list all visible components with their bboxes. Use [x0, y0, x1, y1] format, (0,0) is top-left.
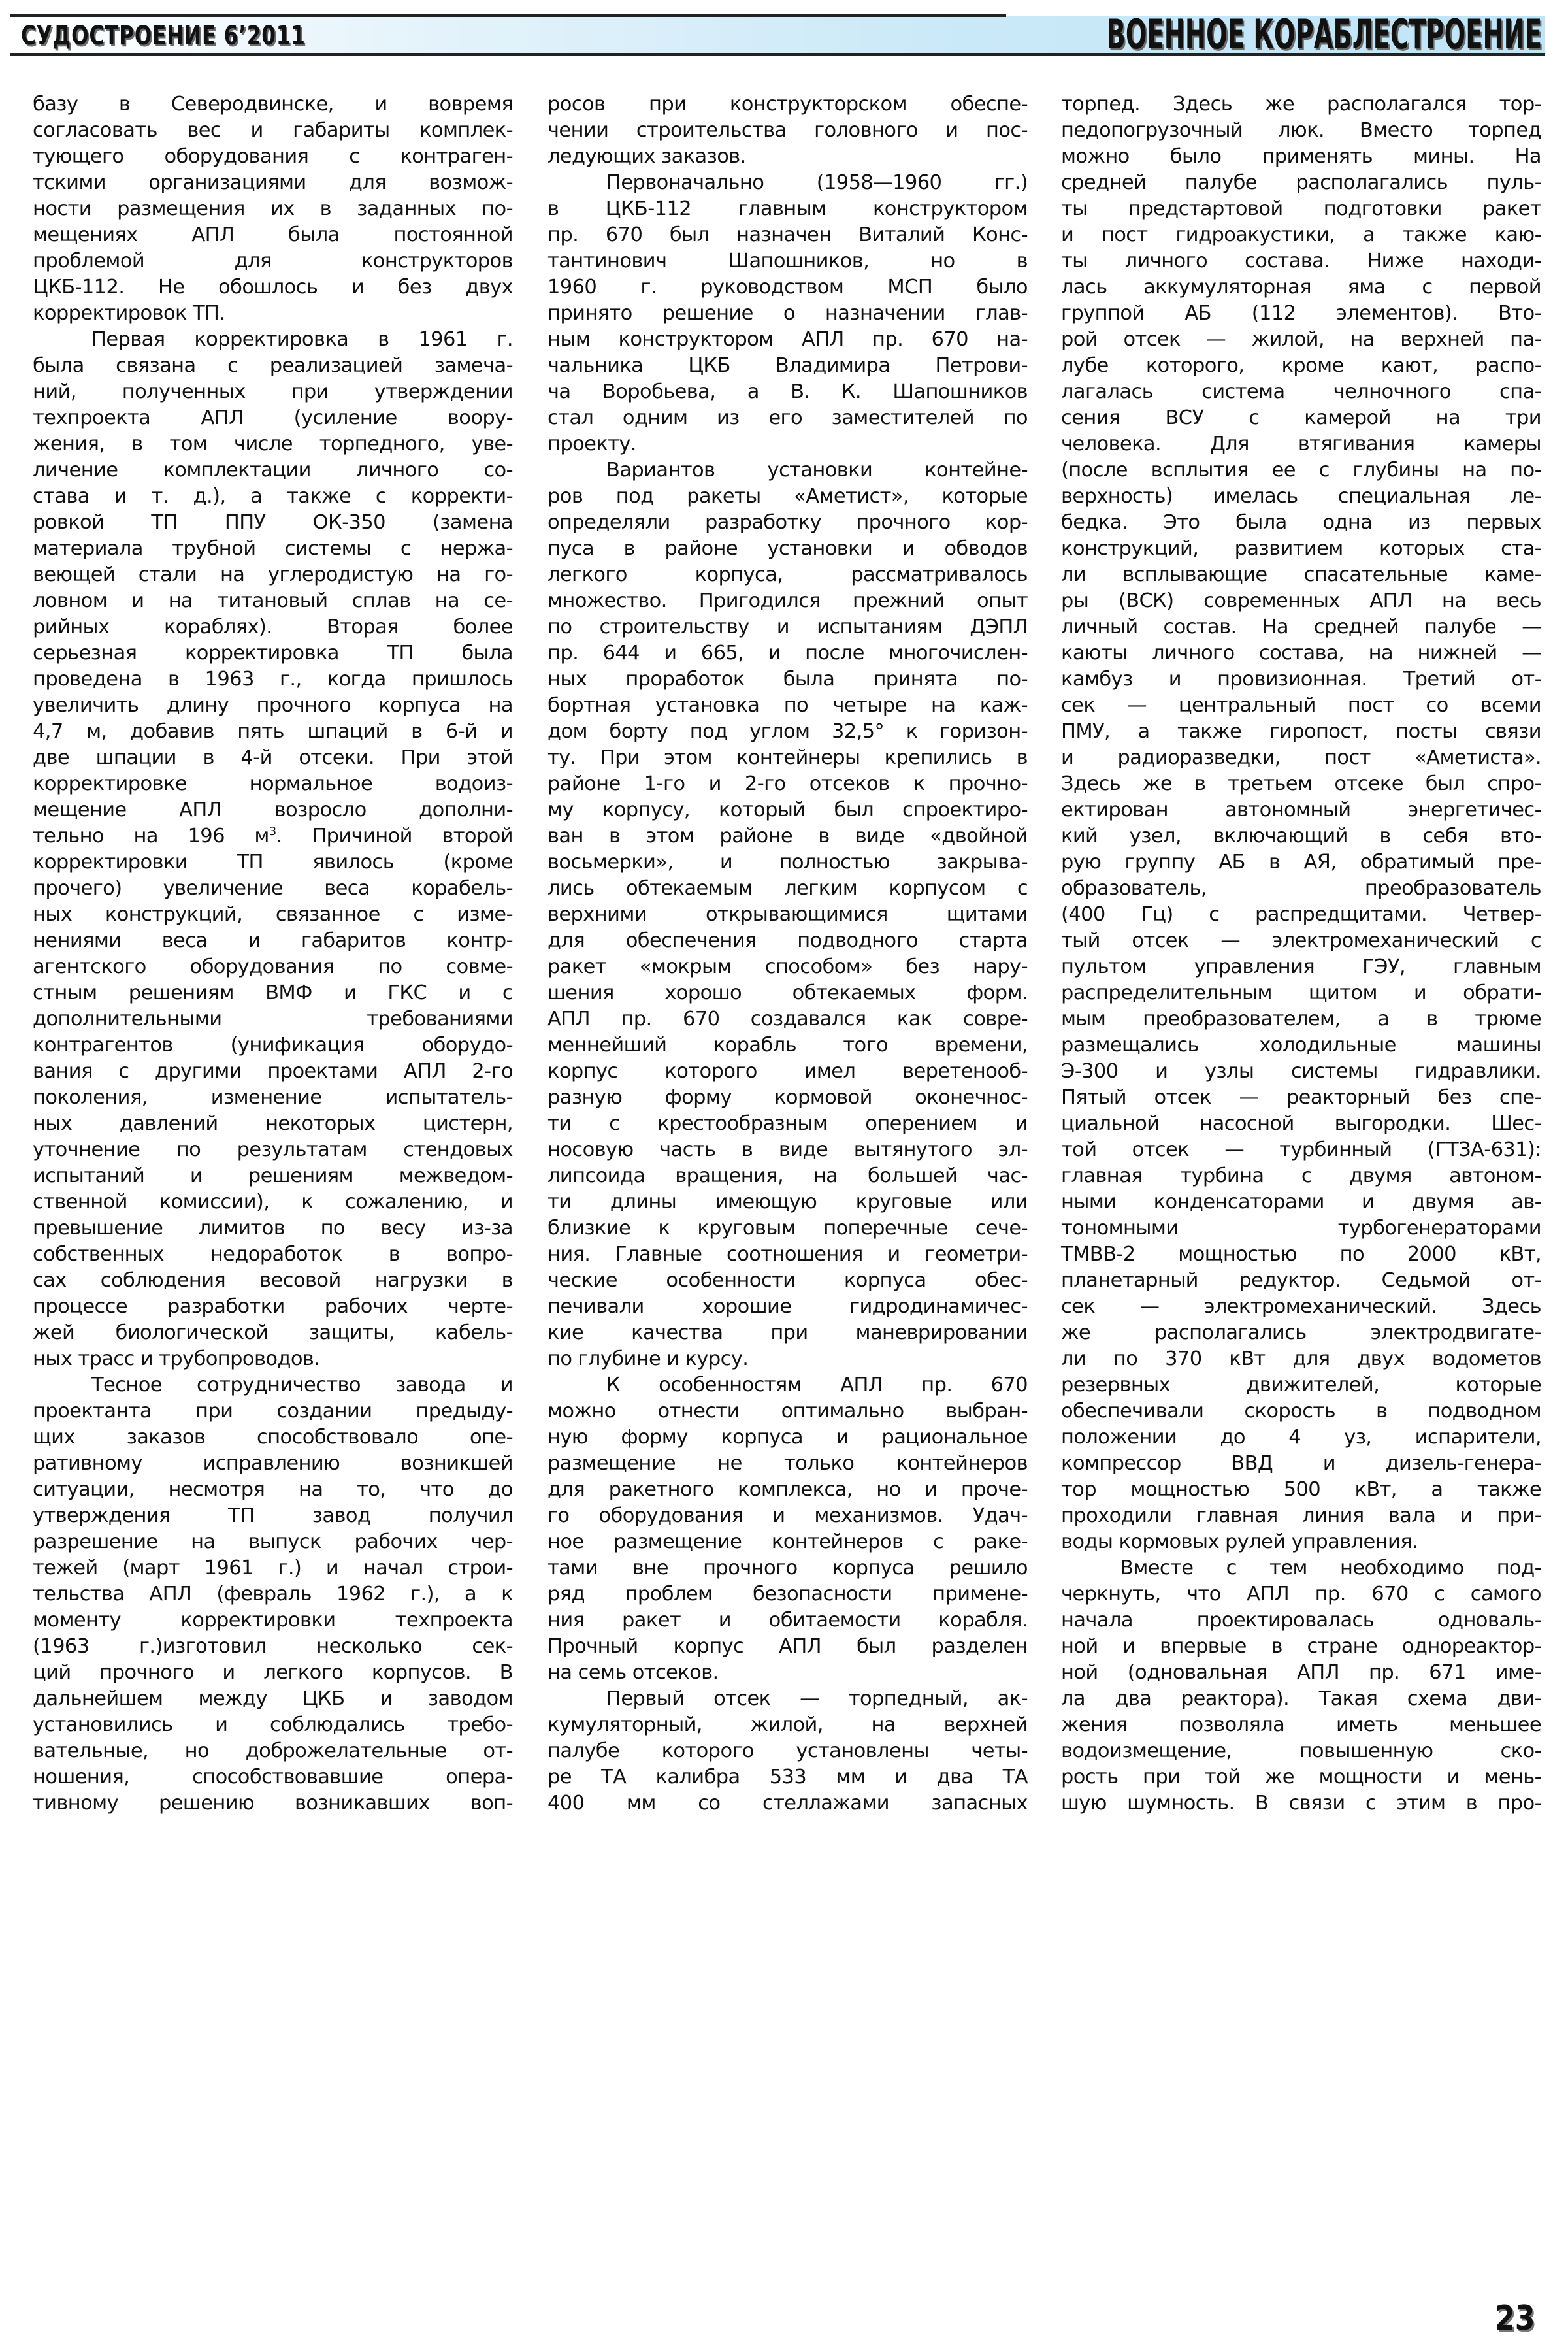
text-line: личение комплектации личного со-: [33, 459, 513, 482]
text-line: множество. Пригодился прежний опыт: [547, 589, 1028, 612]
text-line: той отсек — турбинный (ГТЗА-631):: [1061, 1138, 1541, 1161]
section-title: ВОЕННОЕ КОРАБЛЕСТРОЕНИЕ: [1106, 10, 1542, 58]
text-line: средней палубе располагались пуль-: [1061, 171, 1541, 194]
text-line: щих заказов способствовало опе-: [33, 1426, 513, 1449]
text-line: ровкой ТП ППУ ОК-350 (замена: [33, 511, 513, 534]
text-line: ча Воробьева, а В. К. Шапошников: [547, 380, 1028, 403]
text-line: тельно на 196 $м^3$. Причиной второй: [33, 824, 514, 848]
text-line: верхними открывающимися щитами: [547, 903, 1028, 926]
text-line: бедка. Это была одна из первых: [1061, 511, 1541, 534]
text-line: рую группу АБ в АЯ, обратимый пре-: [1061, 851, 1541, 874]
text-line: палубе которого установлены четы-: [547, 1740, 1028, 1762]
text-line: ношения, способствовавшие опера-: [33, 1766, 513, 1789]
text-line: Вариантов установки контейне-: [606, 459, 1028, 482]
text-line: распределительным щитом и обрати-: [1061, 981, 1541, 1004]
text-line: процессе разработки рабочих черте-: [33, 1295, 513, 1318]
text-line: ций прочного и легкого корпусов. В: [33, 1661, 513, 1684]
text-line: веющей стали на углеродистую на го-: [33, 563, 513, 586]
text-line: нениями веса и габаритов контр-: [33, 929, 513, 952]
text-line: ряд проблем безопасности примене-: [547, 1583, 1028, 1606]
text-line: стал одним из его заместителей по: [547, 406, 1028, 429]
text-line: 400 мм со стеллажами запасных: [547, 1792, 1028, 1815]
text-line: Первоначально (1958—1960 гг.): [606, 171, 1028, 194]
text-line: проектанта при создании предыду-: [33, 1400, 513, 1423]
text-line: камбуз и провизионная. Третий от-: [1061, 668, 1541, 691]
text-line: рость при той же мощности и мень-: [1061, 1766, 1541, 1789]
text-line: К особенностям АПЛ пр. 670: [606, 1374, 1028, 1396]
text-line: ных трасс и трубопроводов.: [33, 1347, 320, 1370]
text-line: ти длины имеющую круговые или: [547, 1191, 1028, 1213]
text-line: ных давлений некоторых цистерн,: [33, 1112, 513, 1135]
text-line: лубе которого, кроме кают, распо-: [1061, 354, 1541, 377]
text-line: испытаний и решениям межведом-: [33, 1164, 513, 1187]
text-line: ла два реактора). Такая схема дви-: [1061, 1687, 1541, 1710]
text-line: разрешение на выпуск рабочих чер-: [33, 1530, 513, 1553]
text-line: по строительству и испытаниям ДЭПЛ: [547, 616, 1028, 638]
text-line: тантинович Шапошников, но в: [547, 250, 1028, 272]
text-line: корпус которого имел веретенооб-: [547, 1060, 1028, 1083]
text-line: тскими организациями для возмож-: [33, 171, 513, 194]
text-line: размещались холодильные машины: [1061, 1034, 1541, 1057]
text-line: превышение лимитов по весу из-за: [33, 1217, 513, 1240]
text-line: проекту.: [547, 433, 636, 455]
text-line: можно отнести оптимально выбран-: [547, 1400, 1028, 1423]
text-line: водоизмещение, повышенную ско-: [1061, 1740, 1541, 1762]
text-line: каюты личного состава, на нижней —: [1061, 642, 1541, 665]
text-line: ным конструктором АПЛ пр. 670 на-: [547, 328, 1028, 351]
text-line: компрессор ВВД и дизель-генера-: [1061, 1452, 1541, 1475]
text-line: тами вне прочного корпуса решило: [547, 1557, 1028, 1579]
text-line: росов при конструкторском обеспе-: [547, 93, 1028, 116]
text-line: ПМУ, а также гиропост, посты связи: [1061, 720, 1541, 743]
text-line: ты личного состава. Ниже находи-: [1061, 250, 1541, 272]
text-line: районе 1-го и 2-го отсеков к прочно-: [547, 772, 1028, 795]
text-line: 4,7 м, добавив пять шпаций в 6-й и: [33, 720, 513, 743]
text-line: согласовать вес и габариты комплек-: [33, 119, 513, 142]
text-line: Вместе с тем необходимо под-: [1120, 1557, 1541, 1579]
text-line: определяли разработку прочного кор-: [547, 511, 1028, 534]
text-line: проходили главная линия вала и при-: [1061, 1504, 1541, 1527]
text-line: носовую часть в виде вытянутого эл-: [547, 1138, 1028, 1161]
text-line: уточнение по результатам стендовых: [33, 1138, 513, 1161]
text-line: жения, в том числе торпедного, уве-: [33, 433, 513, 455]
text-line: дальнейшем между ЦКБ и заводом: [33, 1687, 513, 1710]
text-line: лась аккумуляторная яма с первой: [1061, 276, 1541, 299]
text-line: легкого корпуса, рассматривалось: [547, 563, 1028, 586]
text-line: ственной комиссии), к сожалению, и: [33, 1191, 513, 1213]
text-line: кумуляторный, жилой, на верхней: [547, 1713, 1028, 1736]
text-line: главная турбина с двумя автоном-: [1061, 1164, 1541, 1187]
text-line: базу в Северодвинске, и вовремя: [33, 93, 513, 116]
journal-issue-label: СУДОСТРОЕНИЕ 6’2011: [21, 21, 306, 51]
text-line: Первый отсек — торпедный, ак-: [606, 1687, 1028, 1710]
text-line: тивному решению возникавших воп-: [33, 1792, 513, 1815]
text-line: пуса в районе установки и обводов: [547, 537, 1028, 560]
text-line: липсоида вращения, на большей час-: [547, 1164, 1028, 1187]
text-line: ситуации, несмотря на то, что до: [33, 1478, 513, 1501]
text-line: чении строительства головного и пос-: [547, 119, 1028, 142]
text-line: (400 Гц) с распредщитами. Четвер-: [1061, 903, 1541, 926]
text-line: тор мощностью 500 кВт, а также: [1061, 1478, 1541, 1501]
text-line: тый отсек — электромеханический с: [1061, 929, 1541, 952]
text-line: Пятый отсек — реакторный без спе-: [1061, 1086, 1541, 1109]
text-line: ния. Главные соотношения и геометри-: [547, 1243, 1028, 1266]
text-line: тельства АПЛ (февраль 1962 г.), а к: [33, 1583, 513, 1606]
text-line: сах соблюдения весовой нагрузки в: [33, 1269, 513, 1292]
text-line: группой АБ (112 элементов). Вто-: [1061, 302, 1541, 325]
article-column-1: [33, 91, 513, 1817]
text-line: става и т. д.), а также с корректи-: [33, 485, 513, 508]
text-line: размещение не только контейнеров: [547, 1452, 1028, 1475]
text-line: дополнительными требованиями: [33, 1008, 513, 1031]
text-line: педопогрузочный люк. Вместо торпед: [1061, 119, 1541, 142]
text-line: ледующих заказов.: [547, 145, 746, 168]
text-line: тежей (март 1961 г.) и начал строи-: [33, 1557, 513, 1579]
article-column-2: [547, 91, 1028, 1817]
text-line: АПЛ пр. 670 создавался как совре-: [547, 1008, 1028, 1031]
text-line: жей биологической защиты, кабель-: [33, 1321, 513, 1344]
text-line: мым преобразователем, а в трюме: [1061, 1008, 1541, 1031]
text-line: контрагентов (унификация оборудо-: [33, 1034, 513, 1057]
text-line: и радиоразведки, пост «Аметиста».: [1061, 746, 1541, 769]
text-line: корректировки ТП явилось (кроме: [33, 851, 513, 874]
text-line: чальника ЦКБ Владимира Петрови-: [547, 354, 1028, 377]
text-line: проблемой для конструкторов: [33, 250, 513, 272]
text-line: ния ракет и обитаемости корабля.: [547, 1609, 1028, 1632]
text-line: близкие к круговым поперечные сече-: [547, 1217, 1028, 1240]
text-line: ти с крестообразным оперением и: [547, 1112, 1028, 1135]
text-line: ли всплывающие спасательные каме-: [1061, 563, 1541, 586]
text-line: сек — электромеханический. Здесь: [1061, 1295, 1541, 1318]
page-number: 23: [1495, 2299, 1535, 2338]
text-line: мещение АПЛ возросло дополни-: [33, 799, 513, 821]
text-line: резервных движителей, которые: [1061, 1374, 1541, 1396]
text-line: ре ТА калибра 533 мм и два ТА: [547, 1766, 1028, 1789]
text-line: циальной насосной выгородки. Шес-: [1061, 1112, 1541, 1135]
text-line: по глубине и курсу.: [547, 1347, 749, 1370]
text-line: в ЦКБ-112 главным конструктором: [547, 197, 1028, 220]
text-line: сек — центральный пост со всеми: [1061, 694, 1541, 717]
text-line: ли по 370 кВт для двух водометов: [1061, 1347, 1541, 1370]
text-line: и пост гидроакустики, а также каю-: [1061, 223, 1541, 246]
text-line: две шпации в 4-й отсеки. При этой: [33, 746, 513, 769]
text-line: восьмерки», и полностью закрыва-: [547, 851, 1028, 874]
text-line: торпед. Здесь же располагался тор-: [1061, 93, 1541, 116]
text-line: сения ВСУ с камерой на три: [1061, 406, 1541, 429]
text-line: Здесь же в третьем отсеке был спро-: [1061, 772, 1541, 795]
text-line: кие качества при маневрировании: [547, 1321, 1028, 1344]
text-line: ектирован автономный энергетичес-: [1061, 799, 1541, 821]
text-line: была связана с реализацией замеча-: [33, 354, 513, 377]
text-line: пр. 644 и 665, и после многочислен-: [547, 642, 1028, 665]
text-line: пр. 670 был назначен Виталий Конс-: [547, 223, 1028, 246]
text-line: ной и впервые в стране однореактор-: [1061, 1635, 1541, 1658]
text-line: моменту корректировки техпроекта: [33, 1609, 513, 1632]
text-line: конструкций, развитием которых ста-: [1061, 537, 1541, 560]
text-line: ную форму корпуса и рациональное: [547, 1426, 1028, 1449]
text-line: серьезная корректировка ТП была: [33, 642, 513, 665]
text-line: шения хорошо обтекаемых форм.: [547, 981, 1028, 1004]
text-line: на семь отсеков.: [547, 1661, 719, 1684]
text-line: верхность) имелась специальная ле-: [1061, 485, 1541, 508]
text-line: ческие особенности корпуса обес-: [547, 1269, 1028, 1292]
text-line: прочего) увеличение веса корабель-: [33, 877, 513, 900]
text-line: ЦКБ-112. Не обошлось и без двух: [33, 276, 513, 299]
text-line: увеличить длину прочного корпуса на: [33, 694, 513, 717]
text-line: Тесное сотрудничество завода и: [91, 1374, 513, 1396]
text-line: ТМВВ-2 мощностью по 2000 кВт,: [1061, 1243, 1541, 1266]
text-line: ван в этом районе в виде «двойной: [547, 825, 1028, 848]
text-line: 1960 г. руководством МСП было: [547, 276, 1028, 299]
text-line: вательные, но доброжелательные от-: [33, 1740, 513, 1762]
text-line: техпроекта АПЛ (усиление воору-: [33, 406, 513, 429]
text-line: тономными турбогенераторами: [1061, 1217, 1541, 1240]
text-line: можно было применять мины. На: [1061, 145, 1541, 168]
text-line: для обеспечения подводного старта: [547, 929, 1028, 952]
text-line: корректировке нормальное водоиз-: [33, 772, 513, 795]
text-line: ности размещения их в заданных по-: [33, 197, 513, 220]
text-line: ных проработок была принята по-: [547, 668, 1028, 691]
text-line: лись обтекаемым легким корпусом с: [547, 877, 1028, 900]
text-line: меннейший корабль того времени,: [547, 1034, 1028, 1057]
text-line: агентского оборудования по совме-: [33, 955, 513, 978]
text-line: обеспечивали скорость в подводном: [1061, 1400, 1541, 1423]
text-line: рой отсек — жилой, на верхней па-: [1061, 328, 1541, 351]
text-line: бортная установка по четыре на каж-: [547, 694, 1028, 717]
text-line: (1963 г.)изготовил несколько сек-: [33, 1635, 513, 1658]
text-line: печивали хорошие гидродинамичес-: [547, 1295, 1028, 1318]
text-line: утверждения ТП завод получил: [33, 1504, 513, 1527]
text-line: мещениях АПЛ была постоянной: [33, 223, 513, 246]
text-line: ты предстартовой подготовки ракет: [1061, 197, 1541, 220]
text-line: для ракетного комплекса, но и проче-: [547, 1478, 1028, 1501]
text-line: ракет «мокрым способом» без нару-: [547, 955, 1028, 978]
article-column-3: [1061, 91, 1541, 1817]
text-line: вания с другими проектами АПЛ 2-го: [33, 1060, 513, 1083]
text-line: Э-300 и узлы системы гидравлики.: [1061, 1060, 1541, 1083]
text-line: человека. Для втягивания камеры: [1061, 433, 1541, 455]
text-line: кий узел, включающий в себя вто-: [1061, 825, 1541, 848]
text-line: (после всплытия ее с глубины на по-: [1061, 459, 1541, 482]
text-line: рийных кораблях). Вторая более: [33, 616, 513, 638]
text-line: проведена в 1963 г., когда пришлось: [33, 668, 513, 691]
text-line: ративному исправлению возникшей: [33, 1452, 513, 1475]
text-line: поколения, изменение испытатель-: [33, 1086, 513, 1109]
text-line: черкнуть, что АПЛ пр. 670 с самого: [1061, 1583, 1541, 1606]
text-line: дом борту под углом 32,5° к горизон-: [547, 720, 1028, 743]
text-line: жения позволяла иметь меньшее: [1061, 1713, 1541, 1736]
text-line: собственных недоработок в вопро-: [33, 1243, 513, 1266]
text-line: лагалась система челночного спа-: [1061, 380, 1541, 403]
text-line: принято решение о назначении глав-: [547, 302, 1028, 325]
text-line: ными конденсаторами и двумя ав-: [1061, 1191, 1541, 1213]
text-line: начала проектировалась одноваль-: [1061, 1609, 1541, 1632]
text-line: ту. При этом контейнеры крепились в: [547, 746, 1028, 769]
superscript: 3: [269, 824, 276, 838]
text-line: установились и соблюдались требо-: [33, 1713, 513, 1736]
text-line: ний, полученных при утверждении: [33, 380, 513, 403]
text-line: тующего оборудования с контраген-: [33, 145, 513, 168]
text-line: пультом управления ГЭУ, главным: [1061, 955, 1541, 978]
text-line: образователь, преобразователь: [1061, 877, 1541, 900]
text-line: шую шумность. В связи с этим в про-: [1061, 1792, 1541, 1815]
text-line: же располагались электродвигате-: [1061, 1321, 1541, 1344]
text-line: стным решениям ВМФ и ГКС и с: [33, 981, 513, 1004]
text-line: положении до 4 уз, испарители,: [1061, 1426, 1541, 1449]
text-line: ловном и на титановый сплав на се-: [33, 589, 513, 612]
text-line: корректировок ТП.: [33, 302, 225, 325]
text-line: ры (ВСК) современных АПЛ на весь: [1061, 589, 1541, 612]
text-line: ных конструкций, связанное с изме-: [33, 903, 513, 926]
text-line: ров под ракеты «Аметист», которые: [547, 485, 1028, 508]
header-top-rule: [10, 14, 1006, 17]
text-line: личный состав. На средней палубе —: [1061, 616, 1541, 638]
text-line: разную форму кормовой оконечнос-: [547, 1086, 1028, 1109]
text-line: ное размещение контейнеров с раке-: [547, 1530, 1028, 1553]
text-line: материала трубной системы с нержа-: [33, 537, 513, 560]
text-line: ной (одновальная АПЛ пр. 671 име-: [1061, 1661, 1541, 1684]
text-line: воды кормовых рулей управления.: [1061, 1530, 1418, 1553]
text-line: Прочный корпус АПЛ был разделен: [547, 1635, 1028, 1658]
text-line: го оборудования и механизмов. Удач-: [547, 1504, 1028, 1527]
text-line: планетарный редуктор. Седьмой от-: [1061, 1269, 1541, 1292]
text-line: Первая корректировка в 1961 г.: [91, 328, 513, 351]
text-line: му корпусу, который был спроектиро-: [547, 799, 1028, 821]
